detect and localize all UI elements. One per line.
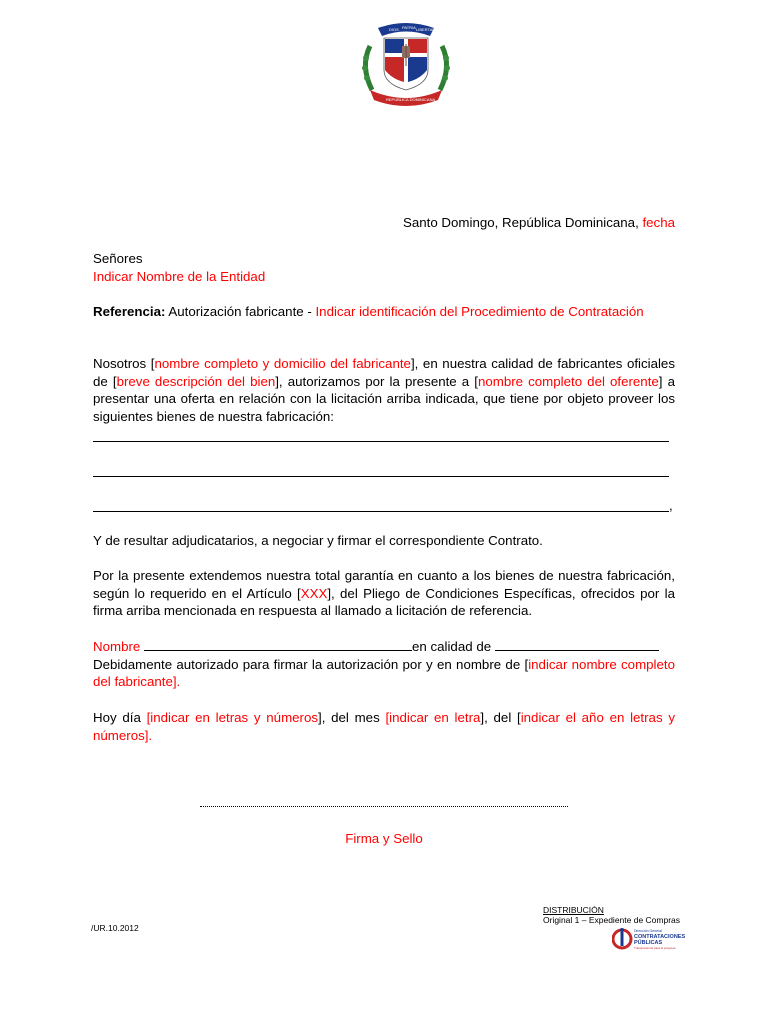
distribution-line: Original 1 – Expediente de Compras [543, 915, 681, 925]
blank-line-1 [93, 441, 669, 442]
signer-text-1: Debidamente autorizado para firmar la autorización por y en nombre de [ [93, 656, 529, 672]
award-paragraph: Y de resultar adjudicatarios, a negociar y firmar el correspondiente Contrato. [93, 533, 543, 548]
blank-line-comma: , [669, 498, 673, 513]
addressee [93, 250, 675, 285]
date-text-2: ], del mes [318, 710, 386, 725]
signature-line [200, 798, 568, 807]
seal-text-patria: PATRIA [402, 25, 416, 30]
date-line [93, 214, 675, 232]
date-text-1: Hoy día [93, 710, 147, 725]
signer-authorization [93, 656, 675, 691]
dgcp-logo-icon [612, 926, 692, 952]
bidder-placeholder: nombre completo del oferente [477, 373, 659, 389]
para1-text-4: ] a presentar una oferta en relación con la licitación arriba indicada, que tiene por objeto proveer los siguientes bienes de nuestra fabricación: [93, 373, 675, 424]
blank-line-3 [93, 511, 669, 512]
capacity-label: en calidad de [412, 639, 492, 654]
para1-text-2: ], en nuestra calidad de fabricantes oficiales de [ [93, 356, 675, 389]
logo-line-3: PÚBLICAS [634, 940, 663, 946]
reference-text: Autorización fabricante - [165, 304, 316, 319]
date-text-4: ]. [144, 727, 153, 743]
entity-placeholder: Indicar Nombre de la Entidad [93, 268, 266, 284]
logo-line-4: Transparencia para el progreso [634, 946, 676, 950]
seal-text-dios: DIOS [389, 27, 399, 32]
guarantee-text-2: ], del Pliego de Condiciones Específicas, ofrecidos por la firma arriba mencionada en respuesta al llamado a licitación de referencia. [93, 585, 675, 618]
document-code: /UR.10.2012 [91, 923, 139, 933]
para1-text-1: Nosotros [ [93, 356, 155, 371]
date-place: Santo Domingo, República Dominicana, [402, 215, 643, 230]
month-placeholder: [indicar en letra [385, 710, 481, 725]
reference-placeholder: Indicar identificación del Procedimiento de Contratación [315, 304, 644, 319]
distribution-block [543, 905, 680, 925]
manufacturer-name-placeholder: indicar nombre completo del fabricante [93, 656, 675, 689]
authorization-paragraph [93, 355, 675, 425]
goods-placeholder: breve descripción del bien [116, 373, 276, 389]
reference-paragraph [93, 303, 675, 321]
signer-text-2: ]. [172, 674, 181, 689]
year-placeholder: indicar el año en letras y números [93, 710, 675, 743]
name-blank [144, 638, 412, 651]
day-placeholder: [indicar en letras y números [146, 710, 319, 725]
manufacturer-placeholder: nombre completo y domicilio del fabricante [154, 356, 411, 371]
guarantee-text-1: Por la presente extendemos nuestra total garantía en cuanto a los bienes de nuestra fabricación, según lo requerido en el Artículo [ [93, 568, 675, 601]
article-placeholder: XXX [300, 585, 328, 601]
name-placeholder: Nombre [93, 639, 141, 654]
seal-text-libertad: LIBERTAD [416, 27, 436, 32]
capacity-blank [495, 638, 659, 651]
date-paragraph [93, 709, 675, 744]
signature-label: Firma y Sello [345, 831, 423, 846]
coat-of-arms-icon [356, 16, 456, 108]
date-text-3: ], del [ [480, 710, 521, 725]
blank-line-2 [93, 476, 669, 477]
reference-label: Referencia: [93, 304, 166, 319]
para1-text-3: ], autorizamos por la presente a [ [275, 373, 478, 389]
signer-paragraph [93, 638, 675, 691]
seal-text-bottom: REPÚBLICA DOMINICANA [386, 97, 436, 102]
distribution-title: DISTRIBUCIÓN [543, 905, 604, 915]
greeting: Señores [93, 251, 143, 266]
logo-line-2: CONTRATACIONES [634, 934, 686, 940]
signer-line [93, 638, 675, 656]
guarantee-paragraph [93, 567, 675, 620]
logo-line-1: Dirección General [634, 929, 663, 933]
date-placeholder: fecha [642, 215, 675, 230]
